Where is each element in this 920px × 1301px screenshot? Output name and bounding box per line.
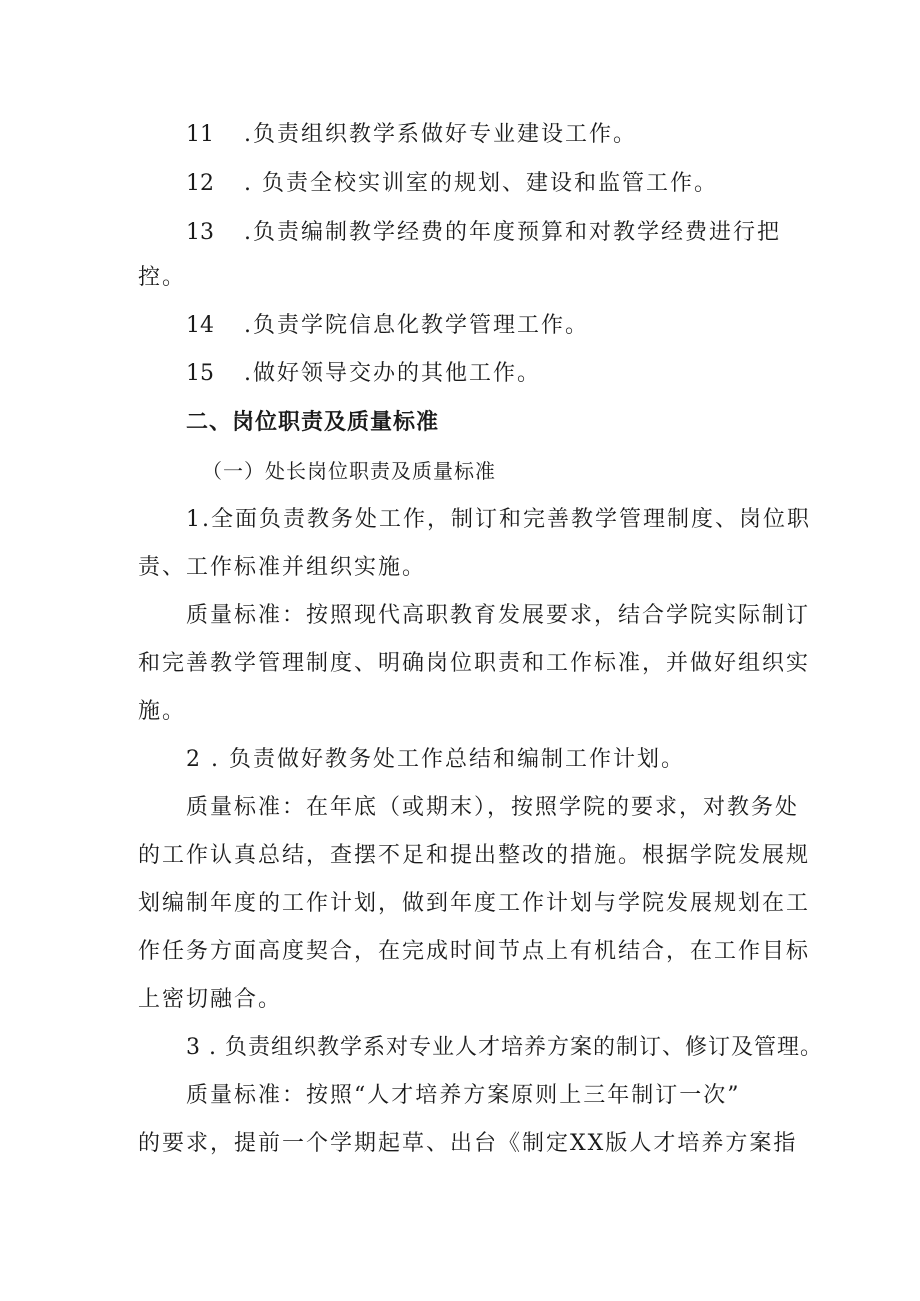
standard-2-line-4: 作任务方面高度契合，在完成时间节点上有机结合，在工作目标	[138, 939, 811, 964]
duty-number: 13	[186, 220, 214, 245]
duty-text: .负责编制教学经费的年度预算和对教学经费进行把	[244, 220, 781, 245]
duty-number: 15	[186, 361, 214, 386]
item-1-line-2: 责、工作标准并组织实施。	[138, 555, 427, 580]
duty-item-13	[186, 218, 781, 248]
standard-3-line-1: 质量标准：按照“人才培养方案原则上三年制订一次”	[186, 1083, 741, 1108]
duty-text: . 负责全校实训室的规划、建设和监管工作。	[244, 171, 718, 196]
standard-1-line-3: 施。	[138, 699, 187, 724]
duty-item-11	[186, 120, 637, 150]
item-1-line-1: 1.全面负责教务处工作，制订和完善教学管理制度、岗位职	[186, 507, 811, 532]
standard-2-line-2: 的工作认真总结，查摆不足和提出整改的措施。根据学院发展规	[138, 843, 811, 868]
duty-item-13-continuation	[138, 263, 186, 293]
standard-1-line-2: 和完善教学管理制度、明确岗位职责和工作标准，并做好组织实	[138, 651, 811, 676]
standard-2-line-1: 质量标准：在年底（或期末），按照学院的要求，对教务处	[186, 795, 800, 820]
duty-text: .负责学院信息化教学管理工作。	[244, 313, 589, 338]
duty-number: 11	[186, 122, 214, 147]
duty-number: 12	[186, 171, 214, 196]
item-2-line-1: 2 . 负责做好教务处工作总结和编制工作计划。	[186, 747, 685, 772]
duty-item-14	[186, 311, 589, 341]
standard-2-line-3: 划编制年度的工作计划，做到年度工作计划与学院发展规划在工	[138, 891, 811, 916]
subsection-heading: （一）处长岗位职责及质量标准	[202, 459, 496, 483]
duty-item-12	[186, 169, 718, 199]
section-heading: 二、岗位职责及质量标准	[186, 410, 440, 435]
duty-text: .负责组织教学系做好专业建设工作。	[244, 122, 637, 147]
standard-3-line-2: 的要求，提前一个学期起草、出台《制定XX版人才培养方案指	[138, 1131, 798, 1156]
duty-text: .做好领导交办的其他工作。	[244, 361, 541, 386]
standard-2-line-5: 上密切融合。	[138, 987, 283, 1012]
standard-1-line-1: 质量标准：按照现代高职教育发展要求，结合学院实际制订	[186, 603, 811, 628]
duty-number: 14	[186, 313, 214, 338]
duty-text-continuation: 控。	[138, 265, 187, 290]
duty-item-15	[186, 359, 541, 389]
item-3-line-1: 3 . 负责组织教学系对专业人才培养方案的制订、修订及管理。	[186, 1035, 823, 1060]
